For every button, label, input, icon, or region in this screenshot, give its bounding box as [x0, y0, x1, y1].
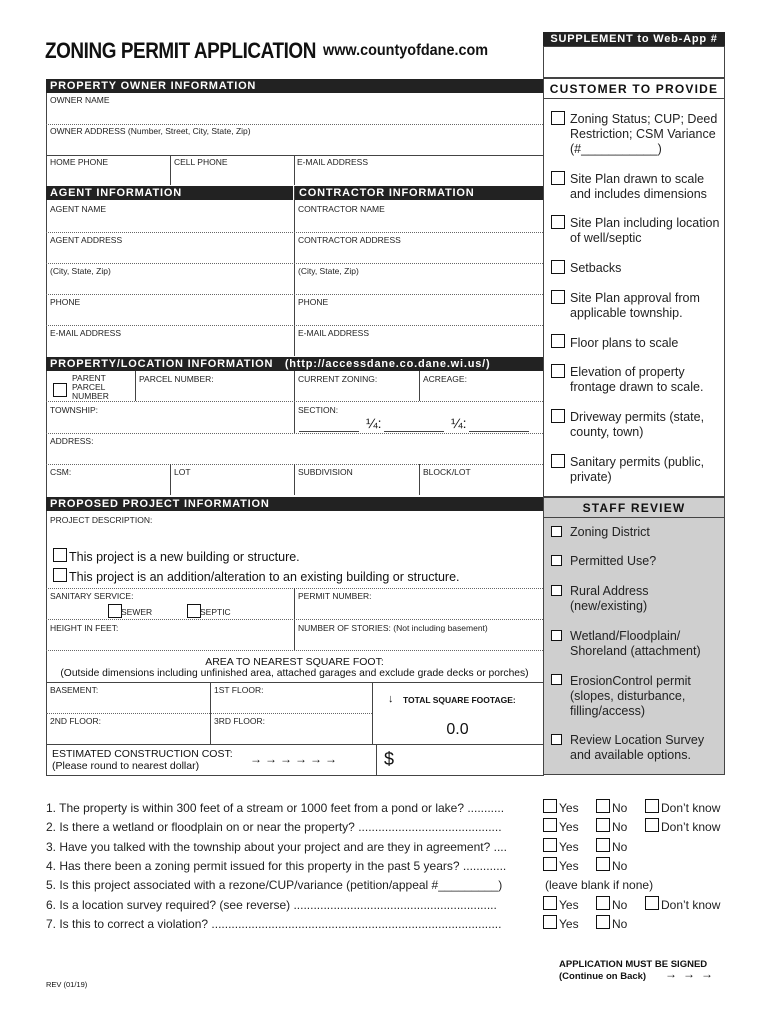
- q2-dontknow-checkbox[interactable]: [645, 818, 659, 832]
- site-plan-well-label: Site Plan including location of well/septic: [570, 216, 720, 245]
- site-plan-scale-checkbox[interactable]: [551, 171, 565, 185]
- q1-no-checkbox[interactable]: [596, 799, 610, 813]
- owner-name-field[interactable]: [46, 93, 543, 124]
- agent-address-label: AGENT ADDRESS: [50, 235, 123, 245]
- acreage-label: ACREAGE:: [423, 374, 467, 384]
- rural-address-checkbox[interactable]: [551, 585, 562, 596]
- q2-yes-label: Yes: [559, 820, 579, 834]
- erosion-control-label: ErosionControl permit (slopes, disturbance, filling/access): [570, 674, 691, 718]
- q7-no-checkbox[interactable]: [596, 915, 610, 929]
- q6-dontknow-checkbox[interactable]: [645, 896, 659, 910]
- address-label: ADDRESS:: [50, 436, 94, 446]
- question-3: 3. Have you talked with the township about your project and are they in agreement? ....: [46, 840, 507, 854]
- new-building-label: This project is a new building or structure.: [69, 550, 300, 564]
- agent-section-header: AGENT INFORMATION: [46, 186, 293, 200]
- township-approval-checkbox[interactable]: [551, 290, 565, 304]
- q6-dontknow-label: Don’t know: [661, 898, 721, 912]
- sewer-checkbox[interactable]: [108, 604, 122, 618]
- permit-number-label: PERMIT NUMBER:: [298, 591, 372, 601]
- section-label: SECTION:: [298, 405, 339, 415]
- q3-no-checkbox[interactable]: [596, 838, 610, 852]
- zoning-status-label: Zoning Status; CUP; Deed Restriction; CSM Variance (#___________): [570, 112, 718, 156]
- site-plan-scale-label: Site Plan drawn to scale and includes dimensions: [570, 172, 707, 201]
- cell-phone-label: CELL PHONE: [174, 157, 228, 167]
- staff-review-title: STAFF REVIEW: [582, 501, 686, 515]
- owner-email-label: E-MAIL ADDRESS: [297, 157, 369, 167]
- site-plan-well-checkbox[interactable]: [551, 215, 565, 229]
- revision-label: REV (01/19): [46, 980, 88, 989]
- sanitary-service-label: SANITARY SERVICE:: [50, 591, 134, 601]
- question-6: 6. Is a location survey required? (see reverse) .............................................................: [46, 898, 497, 912]
- contractor-city-label: (City, State, Zip): [298, 266, 359, 276]
- project-description-label: PROJECT DESCRIPTION:: [50, 515, 153, 525]
- must-sign-note: APPLICATION MUST BE SIGNED: [559, 959, 708, 970]
- permitted-use-label: Permitted Use?: [570, 554, 657, 568]
- q1-dontknow-label: Don’t know: [661, 801, 721, 815]
- lot-label: LOT: [174, 467, 191, 477]
- owner-name-label: OWNER NAME: [50, 95, 110, 105]
- setbacks-label: Setbacks: [570, 261, 622, 275]
- township-label: TOWNSHIP:: [50, 405, 99, 415]
- agent-city-label: (City, State, Zip): [50, 266, 111, 276]
- q5-blank-note: (leave blank if none): [545, 878, 654, 892]
- elevation-label: Elevation of property frontage drawn to scale.: [570, 365, 704, 394]
- height-label: HEIGHT IN FEET:: [50, 623, 119, 633]
- driveway-permits-label: Driveway permits (state, county, town): [570, 410, 705, 439]
- q4-yes-label: Yes: [559, 859, 579, 873]
- location-survey-label: Review Location Survey and available options.: [570, 733, 705, 762]
- q6-yes-label: Yes: [559, 898, 579, 912]
- second-floor-label: 2ND FLOOR:: [50, 716, 102, 726]
- zoning-district-label: Zoning District: [570, 525, 650, 539]
- erosion-control-checkbox[interactable]: [551, 674, 562, 685]
- current-zoning-label: CURRENT ZONING:: [298, 374, 378, 384]
- round-note: (Please round to nearest dollar): [52, 760, 200, 772]
- q3-yes-label: Yes: [559, 840, 579, 854]
- est-cost-field[interactable]: [378, 744, 543, 775]
- supplement-field[interactable]: [543, 46, 725, 78]
- est-cost-label: ESTIMATED CONSTRUCTION COST:: [52, 748, 233, 760]
- down-arrow-icon: ↓: [388, 693, 394, 705]
- csm-label: CSM:: [50, 467, 72, 477]
- q4-no-label: No: [612, 859, 628, 873]
- subdivision-label: SUBDIVISION: [298, 467, 353, 477]
- home-phone-label: HOME PHONE: [50, 157, 109, 167]
- q4-yes-checkbox[interactable]: [543, 857, 557, 871]
- contractor-address-label: CONTRACTOR ADDRESS: [298, 235, 401, 245]
- agent-name-label: AGENT NAME: [50, 204, 107, 214]
- question-2: 2. Is there a wetland or floodplain on or near the property? ...........................................: [46, 820, 502, 834]
- floor-plans-label: Floor plans to scale: [570, 336, 679, 350]
- q2-dontknow-label: Don’t know: [661, 820, 721, 834]
- parent-parcel-checkbox[interactable]: [53, 383, 67, 397]
- agent-phone-label: PHONE: [50, 297, 81, 307]
- elevation-checkbox[interactable]: [551, 364, 565, 378]
- new-building-checkbox[interactable]: [53, 548, 67, 562]
- sewer-label: SEWER: [121, 607, 153, 617]
- sanitary-permits-label: Sanitary permits (public, private): [570, 455, 705, 484]
- q3-no-label: No: [612, 840, 628, 854]
- agent-email-label: E-MAIL ADDRESS: [50, 328, 122, 338]
- addition-checkbox[interactable]: [53, 568, 67, 582]
- q1-yes-label: Yes: [559, 801, 579, 815]
- parent-parcel-label: PARENT PARCEL NUMBER: [72, 373, 109, 401]
- dollar-sign: $: [384, 749, 395, 769]
- quarter-1: ¼:: [366, 415, 382, 431]
- question-4: 4. Has there been a zoning permit issued for this property in the past 5 years? .............: [46, 859, 507, 873]
- accessdane-link[interactable]: (http://accessdane.co.dane.wi.us/): [284, 358, 491, 370]
- quarter-2: ¼:: [451, 415, 467, 431]
- septic-label: SEPTIC: [200, 607, 231, 617]
- supplement-label: SUPPLEMENT to Web-App #: [543, 32, 725, 46]
- owner-section-header: PROPERTY OWNER INFORMATION: [46, 79, 543, 93]
- location-survey-checkbox[interactable]: [551, 734, 562, 745]
- zoning-status-checkbox[interactable]: [551, 111, 565, 125]
- owner-address-field[interactable]: [46, 124, 543, 155]
- wetland-label: Wetland/Floodplain/ Shoreland (attachment): [570, 629, 701, 658]
- contractor-phone-label: PHONE: [298, 297, 329, 307]
- driveway-permits-checkbox[interactable]: [551, 409, 565, 423]
- website-url: www.countyofdane.com: [323, 42, 489, 59]
- q6-no-label: No: [612, 898, 628, 912]
- q7-yes-label: Yes: [559, 917, 579, 931]
- basement-label: BASEMENT:: [50, 685, 99, 695]
- question-1: 1. The property is within 300 feet of a stream or 1000 feet from a pond or lake? ...........: [46, 801, 505, 815]
- property-section-header: PROPERTY/LOCATION INFORMATION (http://accessdane.co.dane.wi.us/): [46, 357, 543, 371]
- q7-no-label: No: [612, 917, 628, 931]
- question-5: 5. Is this project associated with a rezone/CUP/variance (petition/appeal #_________): [46, 878, 503, 892]
- q1-dontknow-checkbox[interactable]: [645, 799, 659, 813]
- permitted-use-checkbox[interactable]: [551, 555, 562, 566]
- q1-yes-checkbox[interactable]: [543, 799, 557, 813]
- area-note: (Outside dimensions including unfinished area, attached garages and exclude grade decks or porches): [60, 668, 529, 679]
- page-title: ZONING PERMIT APPLICATION: [45, 38, 316, 63]
- q6-no-checkbox[interactable]: [596, 896, 610, 910]
- q4-no-checkbox[interactable]: [596, 857, 610, 871]
- area-title: AREA TO NEAREST SQUARE FOOT:: [205, 656, 384, 668]
- block-lot-label: BLOCK/LOT: [423, 467, 471, 477]
- stories-label: NUMBER OF STORIES: (Not including basement): [298, 623, 488, 633]
- owner-address-label: OWNER ADDRESS (Number, Street, City, State, Zip): [50, 126, 251, 136]
- township-approval-label: Site Plan approval from applicable township.: [570, 291, 700, 320]
- q2-no-label: No: [612, 820, 628, 834]
- zoning-district-checkbox[interactable]: [551, 526, 562, 537]
- rural-address-label: Rural Address (new/existing): [570, 584, 649, 613]
- q3-yes-checkbox[interactable]: [543, 838, 557, 852]
- total-sqft-value: 0.0: [446, 721, 469, 738]
- first-floor-label: 1ST FLOOR:: [214, 685, 264, 695]
- q2-yes-checkbox[interactable]: [543, 818, 557, 832]
- continue-arrow-icon: →→→: [665, 967, 719, 981]
- customer-title: CUSTOMER TO PROVIDE: [549, 82, 719, 96]
- parcel-number-label: PARCEL NUMBER:: [139, 374, 214, 384]
- q2-no-checkbox[interactable]: [596, 818, 610, 832]
- contractor-email-label: E-MAIL ADDRESS: [298, 328, 370, 338]
- q7-yes-checkbox[interactable]: [543, 915, 557, 929]
- floor-plans-checkbox[interactable]: [551, 334, 565, 348]
- q6-yes-checkbox[interactable]: [543, 896, 557, 910]
- sanitary-permits-checkbox[interactable]: [551, 454, 565, 468]
- continue-note: (Continue on Back): [559, 971, 647, 982]
- contractor-section-header: CONTRACTOR INFORMATION: [295, 186, 543, 200]
- third-floor-label: 3RD FLOOR:: [214, 716, 266, 726]
- project-section-header: PROPOSED PROJECT INFORMATION: [46, 497, 543, 511]
- total-sqft-label: TOTAL SQUARE FOOTAGE:: [403, 695, 516, 705]
- wetland-checkbox[interactable]: [551, 630, 562, 641]
- addition-label: This project is an addition/alteration to an existing building or structure.: [69, 570, 460, 584]
- arrow-right-icon: →→→→→→: [250, 752, 340, 766]
- question-7: 7. Is this to correct a violation? .......................................................................................: [46, 917, 502, 931]
- setbacks-checkbox[interactable]: [551, 260, 565, 274]
- contractor-name-label: CONTRACTOR NAME: [298, 204, 385, 214]
- septic-checkbox[interactable]: [187, 604, 201, 618]
- q1-no-label: No: [612, 801, 628, 815]
